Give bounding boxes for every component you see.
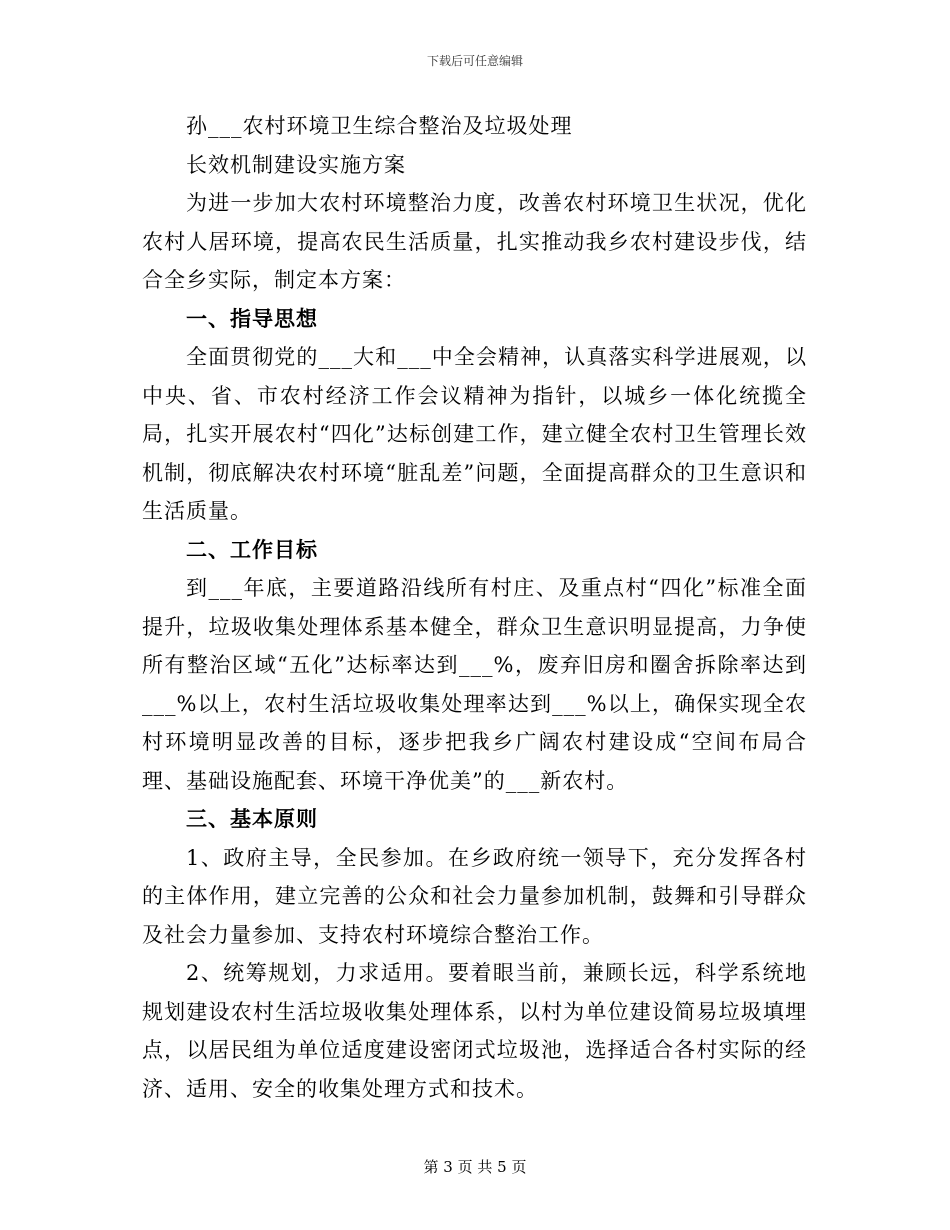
section-paragraph: 到___年底，主要道路沿线所有村庄、及重点村“四化”标准全面提升，垃圾收集处理体系基本健全，群众卫生意识明显提高，力争使所有整治区域“五化”达标率达到___%，废弃旧房和圈舍拆除率达到___%以上，农村生活垃圾收集处理率达到___%以上，确保实现全农村环境明显改善的目标，逐步把我乡广阔农村建设成“空间布局合理、基础设施配套、环境干净优美”的___新农村。 (142, 576, 807, 793)
title-line-2: 长效机制建设实施方案 (186, 152, 406, 177)
section-heading-basic-principles: 三、基本原则 (186, 806, 318, 831)
section-heading-guiding-ideology: 一、指导思想 (186, 305, 318, 331)
page-header: 下载后可任意编辑 (426, 54, 523, 68)
document-body (142, 107, 807, 1108)
intro-paragraph: 为进一步加大农村环境整治力度，改善农村环境卫生状况，优化农村人居环境，提高农民生活质量，扎实推动我乡农村建设步伐，结合全乡实际，制定本方案： (142, 191, 807, 292)
section-paragraph: 全面贯彻党的___大和___中全会精神，认真落实科学进展观，以中央、省、市农村经济工作会议精神为指针，以城乡一体化统揽全局，扎实开展农村“四化”达标创建工作，建立健全农村卫生管理长效机制，彻底解决农村环境“脏乱差”问题，全面提高群众的卫生意识和生活质量。 (142, 345, 807, 523)
section-heading-work-goals: 二、工作目标 (186, 536, 318, 562)
section-paragraph: 1、政府主导，全民参加。在乡政府统一领导下，充分发挥各村的主体作用，建立完善的公众和社会力量参加机制，鼓舞和引导群众及社会力量参加、支持农村环境综合整治工作。 (142, 845, 807, 947)
page-footer: 第 3 页 共 5 页 (423, 1158, 527, 1176)
title-line-1: 孙___农村环境卫生综合整治及垃圾处理 (186, 114, 573, 138)
section-paragraph: 2、统筹规划，力求适用。要着眼当前，兼顾长远，科学系统地规划建设农村生活垃圾收集处理体系，以村为单位建设简易垃圾填埋点，以居民组为单位适度建设密闭式垃圾池，选择适合各村实际的经济、适用、安全的收集处理方式和技术。 (142, 961, 807, 1101)
